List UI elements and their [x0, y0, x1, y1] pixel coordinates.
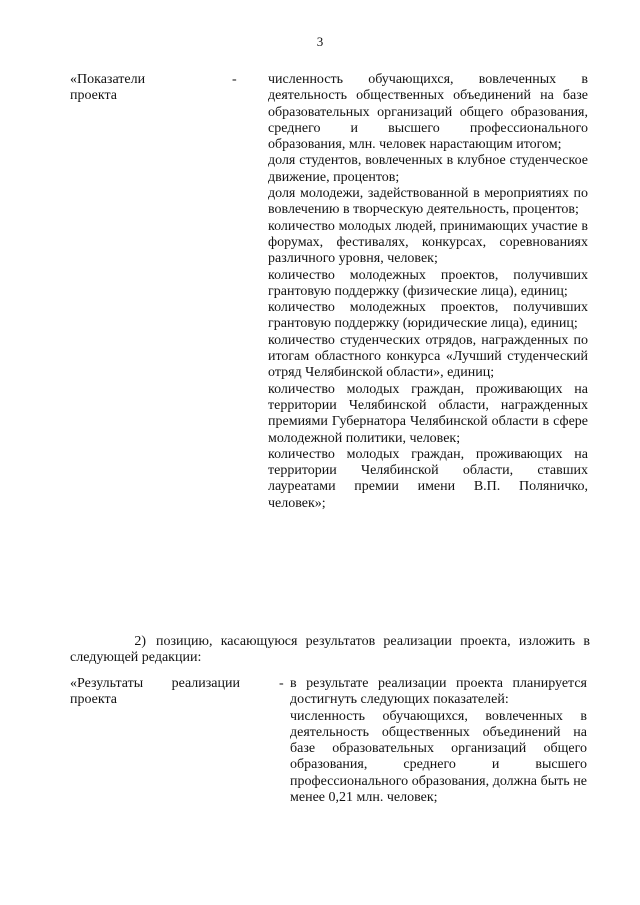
results-label: [70, 676, 240, 709]
results-list: [290, 676, 587, 806]
indicators-dash: -: [232, 72, 237, 87]
indicator-item: численность обучающихся, вовлеченных в деятельность общественных объединений на базе образовательных организаций общего образования, среднего и высшего профессионального образования, млн. человек нарастающим итогом;: [268, 72, 588, 153]
results-dash: -: [279, 676, 284, 691]
indicator-item: количество молодых граждан, проживающих на территории Челябинской области, ставших лауреатами премии имени В.П. Поляничко, человек»;: [268, 446, 588, 511]
results-item: численность обучающихся, вовлеченных в деятельность общественных объединений на базе образовательных организаций общего образования, среднего и высшего профессионального образования, должна быть не менее 0,21 млн. человек;: [290, 708, 587, 806]
indicators-label-line1: «Показатели: [70, 72, 146, 87]
paragraph-text-line2: следующей редакции:: [70, 650, 202, 666]
indicator-item: доля молодежи, задействованной в мероприятиях по вовлечению в творческую деятельность, процентов;: [268, 186, 588, 218]
results-label-line1: «Результаты реализации: [70, 676, 240, 691]
results-label-line2: проекта: [70, 692, 117, 708]
indicator-item: количество молодых граждан, проживающих на территории Челябинской области, награжденных премиями Губернатора Челябинской области в сфере молодежной политики, человек;: [268, 381, 588, 446]
indicators-list: [268, 72, 588, 512]
indicators-label: [70, 72, 145, 105]
indicator-item: количество молодежных проектов, получивших грантовую поддержку (юридические лица), единиц;: [268, 300, 588, 332]
indicator-item: количество студенческих отрядов, награжденных по итогам областного конкурса «Лучший студенческий отряд Челябинской области», единиц;: [268, 332, 588, 381]
page-number: 3: [316, 34, 324, 49]
indicators-label-line2: проекта: [70, 88, 117, 104]
indicator-item: количество молодежных проектов, получивших грантовую поддержку (физические лица), единиц;: [268, 267, 588, 299]
indicator-item: доля студентов, вовлеченных в клубное студенческое движение, процентов;: [268, 153, 588, 185]
paragraph-text-line1: позицию, касающуюся результатов реализации проекта, изложить в: [156, 634, 590, 649]
paragraph-number: 2): [134, 634, 146, 649]
results-intro: в результате реализации проекта планируется достигнуть следующих показателей:: [290, 676, 587, 708]
indicator-item: количество молодых людей, принимающих участие в форумах, фестивалях, конкурсах, соревнованиях различного уровня, человек;: [268, 218, 588, 267]
amendment-paragraph: [70, 634, 590, 667]
